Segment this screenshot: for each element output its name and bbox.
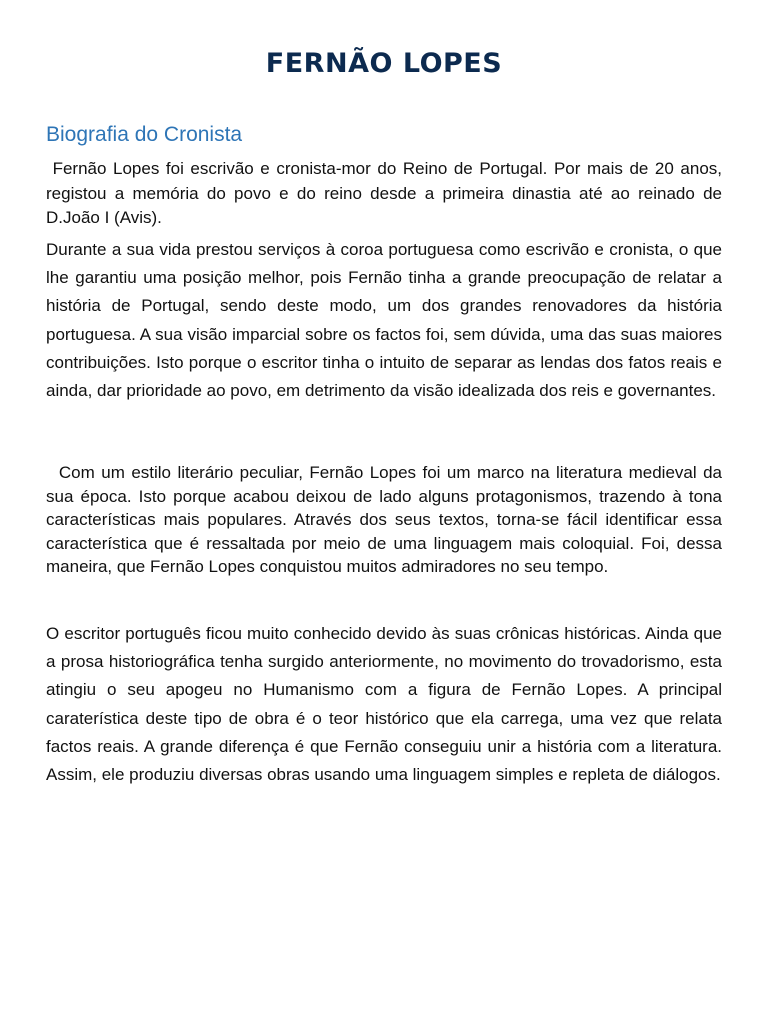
section-heading: Biografia do Cronista <box>46 123 243 146</box>
paragraph-1: Fernão Lopes foi escrivão e cronista-mor do Reino de Portugal. Por mais de 20 anos, registou a memória do povo e do reino desde a primeira dinastia até ao reinado de D.João I (Avis). <box>46 159 722 227</box>
paragraph-2: Durante a sua vida prestou serviços à coroa portuguesa como escrivão e cronista, o que lhe garantiu uma posição melhor, pois Fernão tinha a grande preocupação de relatar a história de Portugal, sendo deste modo, um dos grandes renovadores da história portuguesa. A sua visão imparcial sobre os factos foi, sem dúvida, uma das suas maiores contribuições. Isto porque o escritor tinha o intuito de separar as lendas dos fatos reais e ainda, dar prioridade ao povo, em detrimento da visão idealizada dos reis e governantes. <box>46 240 722 401</box>
paragraph-4: O escritor português ficou muito conhecido devido às suas crônicas históricas. Ainda que a prosa historiográfica tenha surgido anteriormente, no movimento do trovadorismo, esta atingiu o seu apogeu no Humanismo com a figura de Fernão Lopes. A principal caraterística deste tipo de obra é o teor histórico que ela carrega, uma vez que relata factos reais. A grande diferença é que Fernão conseguiu unir a história com a literatura. Assim, ele produziu diversas obras usando uma linguagem simples e repleta de diálogos. <box>46 624 722 785</box>
paragraph-3: Com um estilo literário peculiar, Fernão Lopes foi um marco na literatura medieval da sua época. Isto porque acabou deixou de lado alguns protagonismos, trazendo à tona características mais populares. Através dos seus textos, torna-se fácil identificar essa característica que é ressaltada por meio de uma linguagem mais coloquial. Foi, dessa maneira, que Fernão Lopes conquistou muitos admiradores no seu tempo. <box>46 463 722 576</box>
page-title: FERNÃO LOPES <box>265 48 503 79</box>
